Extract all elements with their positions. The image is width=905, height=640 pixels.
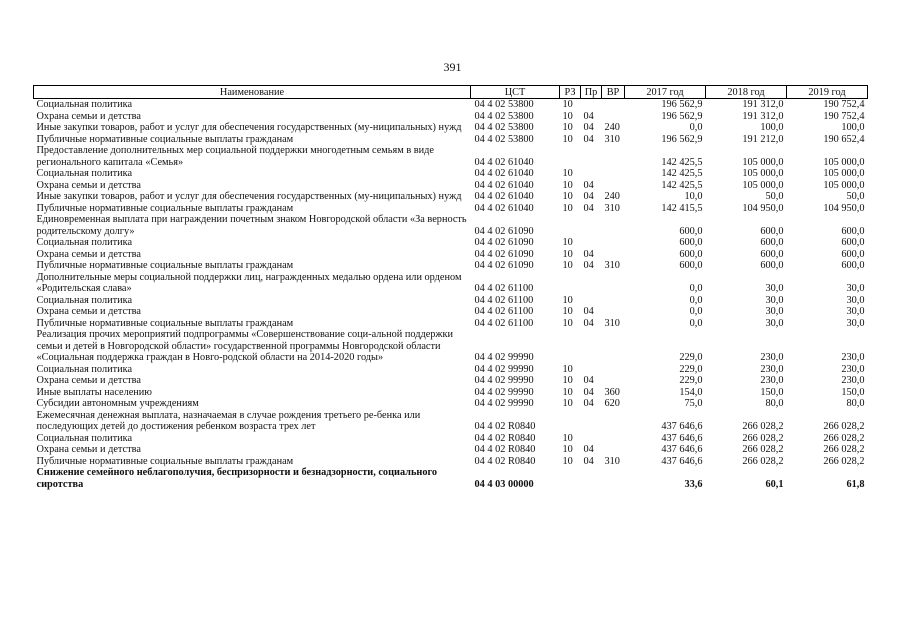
cell-vr <box>602 99 625 111</box>
cell-pr: 04 <box>583 191 594 202</box>
cell-2019: 105 000,0 <box>823 156 865 168</box>
cell-2017: 196 562,9 <box>661 133 703 145</box>
cell-name: Социальная политика <box>36 294 133 306</box>
cell-pr <box>581 99 602 111</box>
cell-name: Иные закупки товаров, работ и услуг для обеспечения государственных (му-ниципальных) нужд <box>36 191 462 202</box>
table-row <box>34 237 868 249</box>
cell-rz: 10 <box>562 363 573 375</box>
cell-2019: 150,0 <box>841 386 865 398</box>
cell-name: Публичные нормативные социальные выплаты гражданам <box>36 260 294 271</box>
table-row <box>34 306 868 318</box>
table-row <box>34 387 868 399</box>
cell-2017: 142 425,5 <box>661 179 703 191</box>
cell-cst: 04 4 02 61040 <box>474 156 534 168</box>
page-number: 391 <box>443 60 462 74</box>
cell-2019: 190 652,4 <box>823 133 865 145</box>
cell-cst: 04 4 02 R0840 <box>474 455 536 467</box>
cell-rz <box>560 145 581 168</box>
table-body <box>34 99 868 491</box>
cell-cst: 04 4 02 53800 <box>474 133 534 145</box>
cell-2017: 229,0 <box>679 375 703 386</box>
cell-cst: 04 4 02 53800 <box>474 122 534 133</box>
cell-cst: 04 4 02 61040 <box>474 202 534 214</box>
cell-cst: 04 4 02 R0840 <box>474 432 536 444</box>
cell-rz <box>560 410 581 433</box>
cell-2018: 30,0 <box>765 317 784 329</box>
cell-2018: 50,0 <box>765 191 784 202</box>
cell-name: Иные выплаты населению <box>36 386 153 398</box>
cell-2019: 230,0 <box>841 363 865 375</box>
cell-rz: 10 <box>562 444 573 455</box>
cell-cst: 04 4 02 61040 <box>474 191 534 202</box>
cell-cst: 04 4 02 99990 <box>474 398 534 409</box>
cell-2017: 0,0 <box>689 122 703 133</box>
table-row <box>34 191 868 203</box>
cell-rz: 10 <box>562 179 573 191</box>
cell-pr <box>581 214 602 237</box>
cell-2019: 600,0 <box>841 260 865 271</box>
cell-2017: 437 646,6 <box>661 432 703 444</box>
cell-2017: 0,0 <box>689 317 703 329</box>
cell-cst: 04 4 02 61090 <box>474 260 534 271</box>
cell-name: Социальная политика <box>36 168 133 179</box>
cell-vr <box>602 214 625 237</box>
cell-rz: 10 <box>562 237 573 248</box>
table-row <box>34 364 868 376</box>
cell-vr: 360 <box>604 386 620 398</box>
cell-rz: 10 <box>562 202 573 214</box>
cell-pr <box>581 237 602 249</box>
cell-2018: 266 028,2 <box>742 444 784 455</box>
cell-2017: 154,0 <box>679 386 703 398</box>
cell-vr <box>602 237 625 249</box>
cell-pr: 04 <box>583 455 594 467</box>
cell-pr: 04 <box>583 444 594 455</box>
cell-rz: 10 <box>562 375 573 386</box>
table-row <box>34 375 868 387</box>
cell-name: Социальная политика <box>36 363 133 375</box>
table-row <box>34 145 868 168</box>
cell-pr: 04 <box>583 133 594 145</box>
cell-vr <box>602 145 625 168</box>
header-rz: РЗ <box>560 86 581 99</box>
cell-pr: 04 <box>583 306 594 317</box>
cell-name: Охрана семьи и детства <box>36 248 141 260</box>
table-row <box>34 272 868 295</box>
cell-2019: 600,0 <box>841 248 865 260</box>
cell-2017: 600,0 <box>679 260 703 271</box>
cell-2019: 30,0 <box>846 294 865 306</box>
cell-name: Субсидии автономным учреждениям <box>36 398 199 409</box>
cell-vr: 310 <box>604 133 620 145</box>
cell-2018: 600,0 <box>760 237 784 248</box>
cell-2017: 600,0 <box>679 248 703 260</box>
cell-vr <box>602 410 625 433</box>
cell-pr <box>581 168 602 180</box>
cell-2018: 266 028,2 <box>742 421 784 432</box>
table-row <box>34 249 868 261</box>
table-row <box>34 444 868 456</box>
cell-cst: 04 4 02 61100 <box>474 294 534 306</box>
cell-rz: 10 <box>562 398 573 409</box>
cell-cst: 04 4 02 61040 <box>474 179 534 191</box>
table-row <box>34 410 868 433</box>
cell-2019: 230,0 <box>841 352 865 363</box>
cell-rz <box>560 329 581 364</box>
cell-2019: 266 028,2 <box>823 421 865 432</box>
cell-2018: 30,0 <box>765 306 784 317</box>
cell-rz <box>560 214 581 237</box>
cell-pr: 04 <box>583 110 594 122</box>
cell-name: Социальная политика <box>36 237 133 248</box>
cell-cst: 04 4 02 61100 <box>474 283 534 294</box>
cell-pr <box>581 433 602 445</box>
cell-2019: 30,0 <box>846 306 865 317</box>
cell-2018: 80,0 <box>765 398 784 409</box>
cell-2018: 150,0 <box>760 386 784 398</box>
cell-name: Публичные нормативные социальные выплаты гражданам <box>36 202 294 214</box>
table-row <box>34 134 868 146</box>
cell-pr: 04 <box>583 179 594 191</box>
cell-pr <box>581 145 602 168</box>
cell-2017: 142 415,5 <box>661 202 703 214</box>
cell-vr <box>602 111 625 123</box>
table-row <box>34 456 868 468</box>
cell-vr <box>602 329 625 364</box>
cell-name: Социальная политика <box>36 99 133 110</box>
cell-vr <box>602 433 625 445</box>
cell-vr: 240 <box>604 191 620 202</box>
cell-2018: 230,0 <box>760 352 784 363</box>
cell-2019: 600,0 <box>841 225 865 237</box>
header-2017: 2017 год <box>625 86 706 99</box>
cell-2019: 600,0 <box>841 237 865 248</box>
cell-2017: 437 646,6 <box>661 421 703 432</box>
header-name: Наименование <box>34 86 471 99</box>
cell-cst: 04 4 02 61040 <box>474 168 534 179</box>
cell-cst: 04 4 02 99990 <box>474 363 534 375</box>
cell-2018: 100,0 <box>760 122 784 133</box>
cell-vr <box>602 306 625 318</box>
cell-vr <box>602 249 625 261</box>
cell-rz: 10 <box>562 386 573 398</box>
cell-pr <box>581 467 602 490</box>
cell-pr: 04 <box>583 202 594 214</box>
cell-vr: 310 <box>604 260 620 271</box>
table-row <box>34 329 868 364</box>
cell-2019: 61,8 <box>846 478 865 490</box>
budget-table <box>33 85 868 490</box>
cell-2017: 437 646,6 <box>661 455 703 467</box>
cell-rz: 10 <box>562 432 573 444</box>
cell-pr <box>581 295 602 307</box>
cell-cst: 04 4 02 61090 <box>474 248 534 260</box>
cell-name: Охрана семьи и детства <box>36 306 141 317</box>
table-row <box>34 203 868 215</box>
cell-2017: 229,0 <box>679 352 703 363</box>
cell-vr <box>602 364 625 376</box>
cell-name: Охрана семьи и детства <box>36 375 141 386</box>
cell-2018: 191 212,0 <box>742 133 784 145</box>
cell-2018: 600,0 <box>760 225 784 237</box>
cell-pr: 04 <box>583 317 594 329</box>
cell-cst: 04 4 02 61090 <box>474 237 534 248</box>
cell-2018: 600,0 <box>760 260 784 271</box>
cell-vr: 240 <box>604 122 620 133</box>
cell-2018: 230,0 <box>760 375 784 386</box>
cell-2018: 30,0 <box>765 294 784 306</box>
cell-name: Предоставление дополнительных мер социальной поддержки многодетным семьям в виде регионального капитала «Семья» <box>36 145 434 168</box>
cell-2018: 104 950,0 <box>742 202 784 214</box>
cell-pr <box>581 410 602 433</box>
cell-cst: 04 4 02 99990 <box>474 352 534 363</box>
header-2018: 2018 год <box>706 86 787 99</box>
cell-pr: 04 <box>583 398 594 409</box>
table-row <box>34 99 868 111</box>
cell-pr: 04 <box>583 386 594 398</box>
cell-2018: 266 028,2 <box>742 455 784 467</box>
cell-cst: 04 4 02 61090 <box>474 225 534 237</box>
cell-2018: 191 312,0 <box>742 99 784 110</box>
cell-2019: 30,0 <box>846 317 865 329</box>
table-row <box>34 467 868 490</box>
cell-2017: 142 425,5 <box>661 156 703 168</box>
cell-name: Социальная политика <box>36 432 133 444</box>
cell-2017: 10,0 <box>684 191 703 202</box>
cell-rz: 10 <box>562 191 573 202</box>
cell-name: Ежемесячная денежная выплата, назначаемая в случае рождения третьего ре-бенка или последующих детей до достижения ребенком возраста трех лет <box>36 409 421 432</box>
cell-2017: 75,0 <box>684 398 703 409</box>
table-row <box>34 295 868 307</box>
cell-2017: 437 646,6 <box>661 444 703 455</box>
table-row <box>34 318 868 330</box>
cell-rz: 10 <box>562 317 573 329</box>
table-row <box>34 111 868 123</box>
cell-2018: 60,1 <box>765 478 784 490</box>
cell-name: Снижение семейного неблагополучия, беспризорности и безнадзорности, социального сиротства <box>36 467 438 490</box>
cell-rz: 10 <box>562 110 573 122</box>
cell-rz: 10 <box>562 294 573 306</box>
cell-2019: 105 000,0 <box>823 168 865 179</box>
cell-cst: 04 4 02 53800 <box>474 99 534 110</box>
table-row <box>34 398 868 410</box>
table-row <box>34 180 868 192</box>
cell-2019: 266 028,2 <box>823 444 865 455</box>
cell-name: Охрана семьи и детства <box>36 444 141 455</box>
table-row <box>34 168 868 180</box>
cell-2017: 600,0 <box>679 237 703 248</box>
cell-vr <box>602 180 625 192</box>
header-cst: ЦСТ <box>471 86 560 99</box>
cell-name: Реализация прочих мероприятий подпрограммы «Совершенствование соци-альной поддержки семьи и детей в Новгородской области» государственной программы Новгородской области «Социальная поддержка граждан в Новго-родской области на 2014-2020 годы» <box>36 329 454 363</box>
cell-name: Единовременная выплата при награждении почетным знаком Новгородской области «За верность родительскому долгу» <box>36 214 467 237</box>
cell-vr: 310 <box>604 202 620 214</box>
cell-2017: 142 425,5 <box>661 168 703 179</box>
cell-rz: 10 <box>562 133 573 145</box>
table-row <box>34 122 868 134</box>
cell-cst: 04 4 02 R0840 <box>474 444 536 455</box>
cell-2019: 50,0 <box>846 191 865 202</box>
cell-2019: 80,0 <box>846 398 865 409</box>
cell-name: Публичные нормативные социальные выплаты гражданам <box>36 317 294 329</box>
cell-2017: 196 562,9 <box>661 110 703 122</box>
cell-cst: 04 4 02 99990 <box>474 375 534 386</box>
cell-2018: 266 028,2 <box>742 432 784 444</box>
cell-pr: 04 <box>583 375 594 386</box>
cell-name: Дополнительные меры социальной поддержки лиц, награжденных медалью ордена или орденом «Родительская слава» <box>36 271 462 294</box>
cell-2018: 600,0 <box>760 248 784 260</box>
cell-2018: 105 000,0 <box>742 168 784 179</box>
cell-pr <box>581 364 602 376</box>
cell-rz: 10 <box>562 306 573 317</box>
cell-2018: 105 000,0 <box>742 156 784 168</box>
cell-name: Охрана семьи и детства <box>36 179 141 191</box>
cell-2017: 33,6 <box>684 478 703 490</box>
table-row <box>34 214 868 237</box>
header-vr: ВР <box>602 86 625 99</box>
cell-2017: 0,0 <box>689 283 703 294</box>
cell-pr <box>581 272 602 295</box>
cell-2017: 229,0 <box>679 363 703 375</box>
cell-2017: 196 562,9 <box>661 99 703 110</box>
cell-2018: 230,0 <box>760 363 784 375</box>
cell-cst: 04 4 03 00000 <box>474 478 534 490</box>
cell-vr <box>602 467 625 490</box>
cell-pr: 04 <box>583 248 594 260</box>
cell-2019: 266 028,2 <box>823 455 865 467</box>
cell-2019: 190 752,4 <box>823 110 865 122</box>
cell-2019: 105 000,0 <box>823 179 865 191</box>
cell-vr <box>602 168 625 180</box>
cell-name: Публичные нормативные социальные выплаты гражданам <box>36 133 294 145</box>
cell-vr <box>602 444 625 456</box>
cell-vr: 310 <box>604 317 620 329</box>
table-row <box>34 433 868 445</box>
cell-vr <box>602 272 625 295</box>
cell-vr: 310 <box>604 455 620 467</box>
cell-pr: 04 <box>583 122 594 133</box>
cell-rz: 10 <box>562 248 573 260</box>
cell-vr <box>602 295 625 307</box>
cell-2017: 0,0 <box>689 306 703 317</box>
cell-cst: 04 4 02 99990 <box>474 386 534 398</box>
cell-2018: 191 312,0 <box>742 110 784 122</box>
cell-rz: 10 <box>562 455 573 467</box>
cell-cst: 04 4 02 61100 <box>474 306 534 317</box>
cell-2019: 100,0 <box>841 122 865 133</box>
cell-2018: 105 000,0 <box>742 179 784 191</box>
cell-rz: 10 <box>562 99 573 110</box>
cell-cst: 04 4 02 53800 <box>474 110 534 122</box>
cell-rz <box>560 467 581 490</box>
cell-rz: 10 <box>562 260 573 271</box>
cell-rz: 10 <box>562 168 573 179</box>
cell-2017: 600,0 <box>679 225 703 237</box>
cell-name: Охрана семьи и детства <box>36 110 141 122</box>
header-2019: 2019 год <box>787 86 868 99</box>
header-pr: Пр <box>581 86 602 99</box>
cell-pr: 04 <box>583 260 594 271</box>
table-header-row <box>34 86 868 99</box>
cell-2019: 190 752,4 <box>823 99 865 110</box>
cell-2019: 104 950,0 <box>823 202 865 214</box>
table-row <box>34 260 868 272</box>
cell-cst: 04 4 02 R0840 <box>474 421 536 432</box>
cell-2019: 230,0 <box>841 375 865 386</box>
cell-vr: 620 <box>604 398 620 409</box>
cell-2019: 266 028,2 <box>823 432 865 444</box>
cell-2018: 30,0 <box>765 283 784 294</box>
cell-vr <box>602 375 625 387</box>
cell-rz <box>560 272 581 295</box>
cell-2019: 30,0 <box>846 283 865 294</box>
cell-name: Публичные нормативные социальные выплаты гражданам <box>36 455 294 467</box>
cell-2017: 0,0 <box>689 294 703 306</box>
cell-cst: 04 4 02 61100 <box>474 317 534 329</box>
cell-rz: 10 <box>562 122 573 133</box>
cell-pr <box>581 329 602 364</box>
cell-name: Иные закупки товаров, работ и услуг для обеспечения государственных (му-ниципальных) нужд <box>36 122 462 133</box>
